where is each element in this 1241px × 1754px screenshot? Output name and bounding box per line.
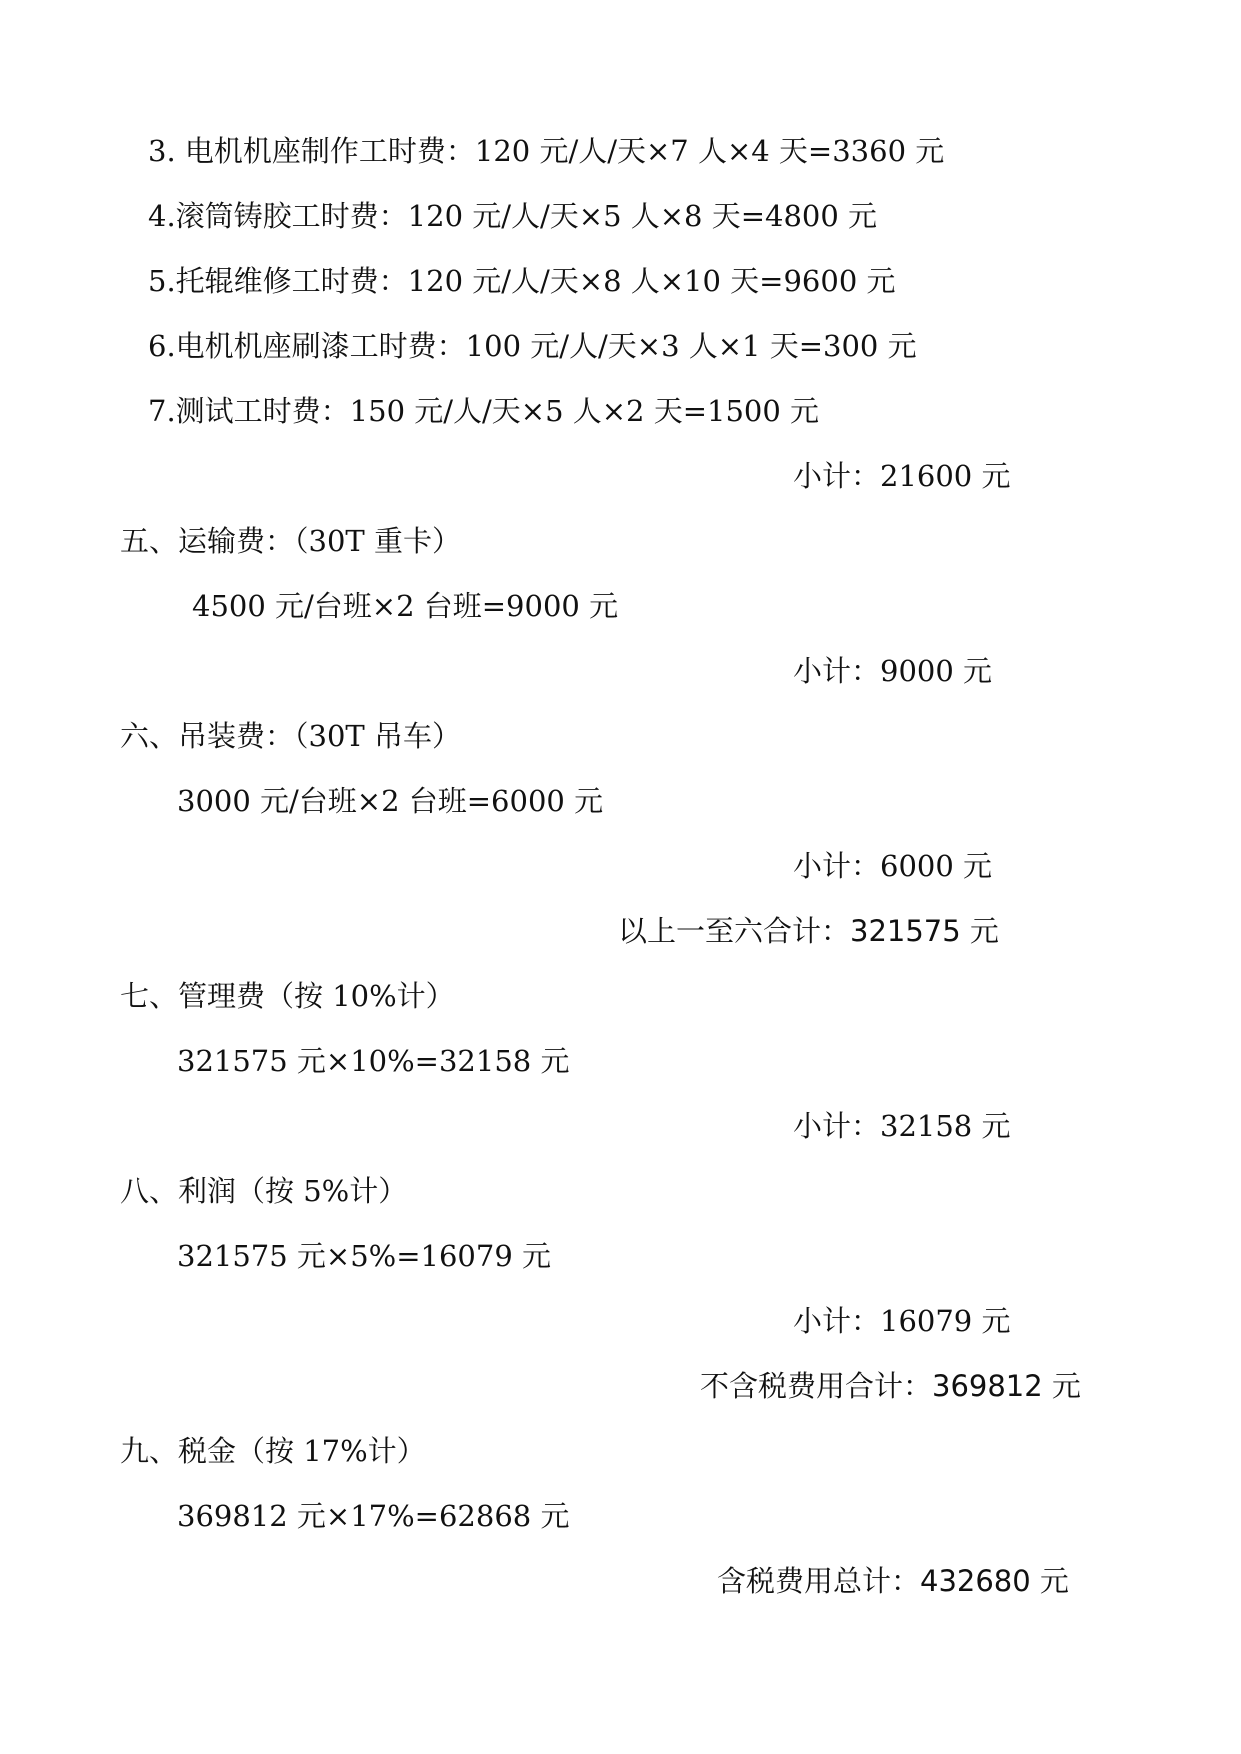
profit-calc: 321575 元×5%=16079 元 — [177, 1239, 551, 1273]
labor-subtotal: 小计：21600 元 — [793, 459, 1011, 493]
transport-subtotal: 小计：9000 元 — [793, 654, 993, 688]
profit-subtotal: 小计：16079 元 — [793, 1304, 1011, 1338]
tax-heading: 九、税金（按 17%计） — [120, 1434, 426, 1468]
hoisting-subtotal: 小计：6000 元 — [793, 849, 993, 883]
pretax-total: 不含税费用合计：369812 元 — [700, 1369, 1081, 1403]
hoisting-heading: 六、吊装费：（30T 吊车） — [120, 719, 461, 753]
labor-item-6: 6.电机机座刷漆工时费：100 元/人/天×3 人×1 天=300 元 — [148, 329, 917, 363]
tax-calc: 369812 元×17%=62868 元 — [177, 1499, 570, 1533]
hoisting-calc: 3000 元/台班×2 台班=6000 元 — [177, 784, 604, 818]
management-subtotal: 小计：32158 元 — [793, 1109, 1011, 1143]
labor-item-5: 5.托辊维修工时费：120 元/人/天×8 人×10 天=9600 元 — [148, 264, 896, 298]
labor-item-3: 3. 电机机座制作工时费：120 元/人/天×7 人×4 天=3360 元 — [148, 134, 945, 168]
profit-heading: 八、利润（按 5%计） — [120, 1174, 408, 1208]
management-heading: 七、管理费（按 10%计） — [120, 979, 455, 1013]
labor-item-4: 4.滚筒铸胶工时费：120 元/人/天×5 人×8 天=4800 元 — [148, 199, 878, 233]
sum-1-to-6: 以上一至六合计：321575 元 — [618, 914, 999, 948]
transport-calc: 4500 元/台班×2 台班=9000 元 — [192, 589, 619, 623]
transport-heading: 五、运输费：（30T 重卡） — [120, 524, 461, 558]
labor-item-7: 7.测试工时费：150 元/人/天×5 人×2 天=1500 元 — [148, 394, 820, 428]
management-calc: 321575 元×10%=32158 元 — [177, 1044, 570, 1078]
grand-total: 含税费用总计：432680 元 — [717, 1564, 1069, 1598]
